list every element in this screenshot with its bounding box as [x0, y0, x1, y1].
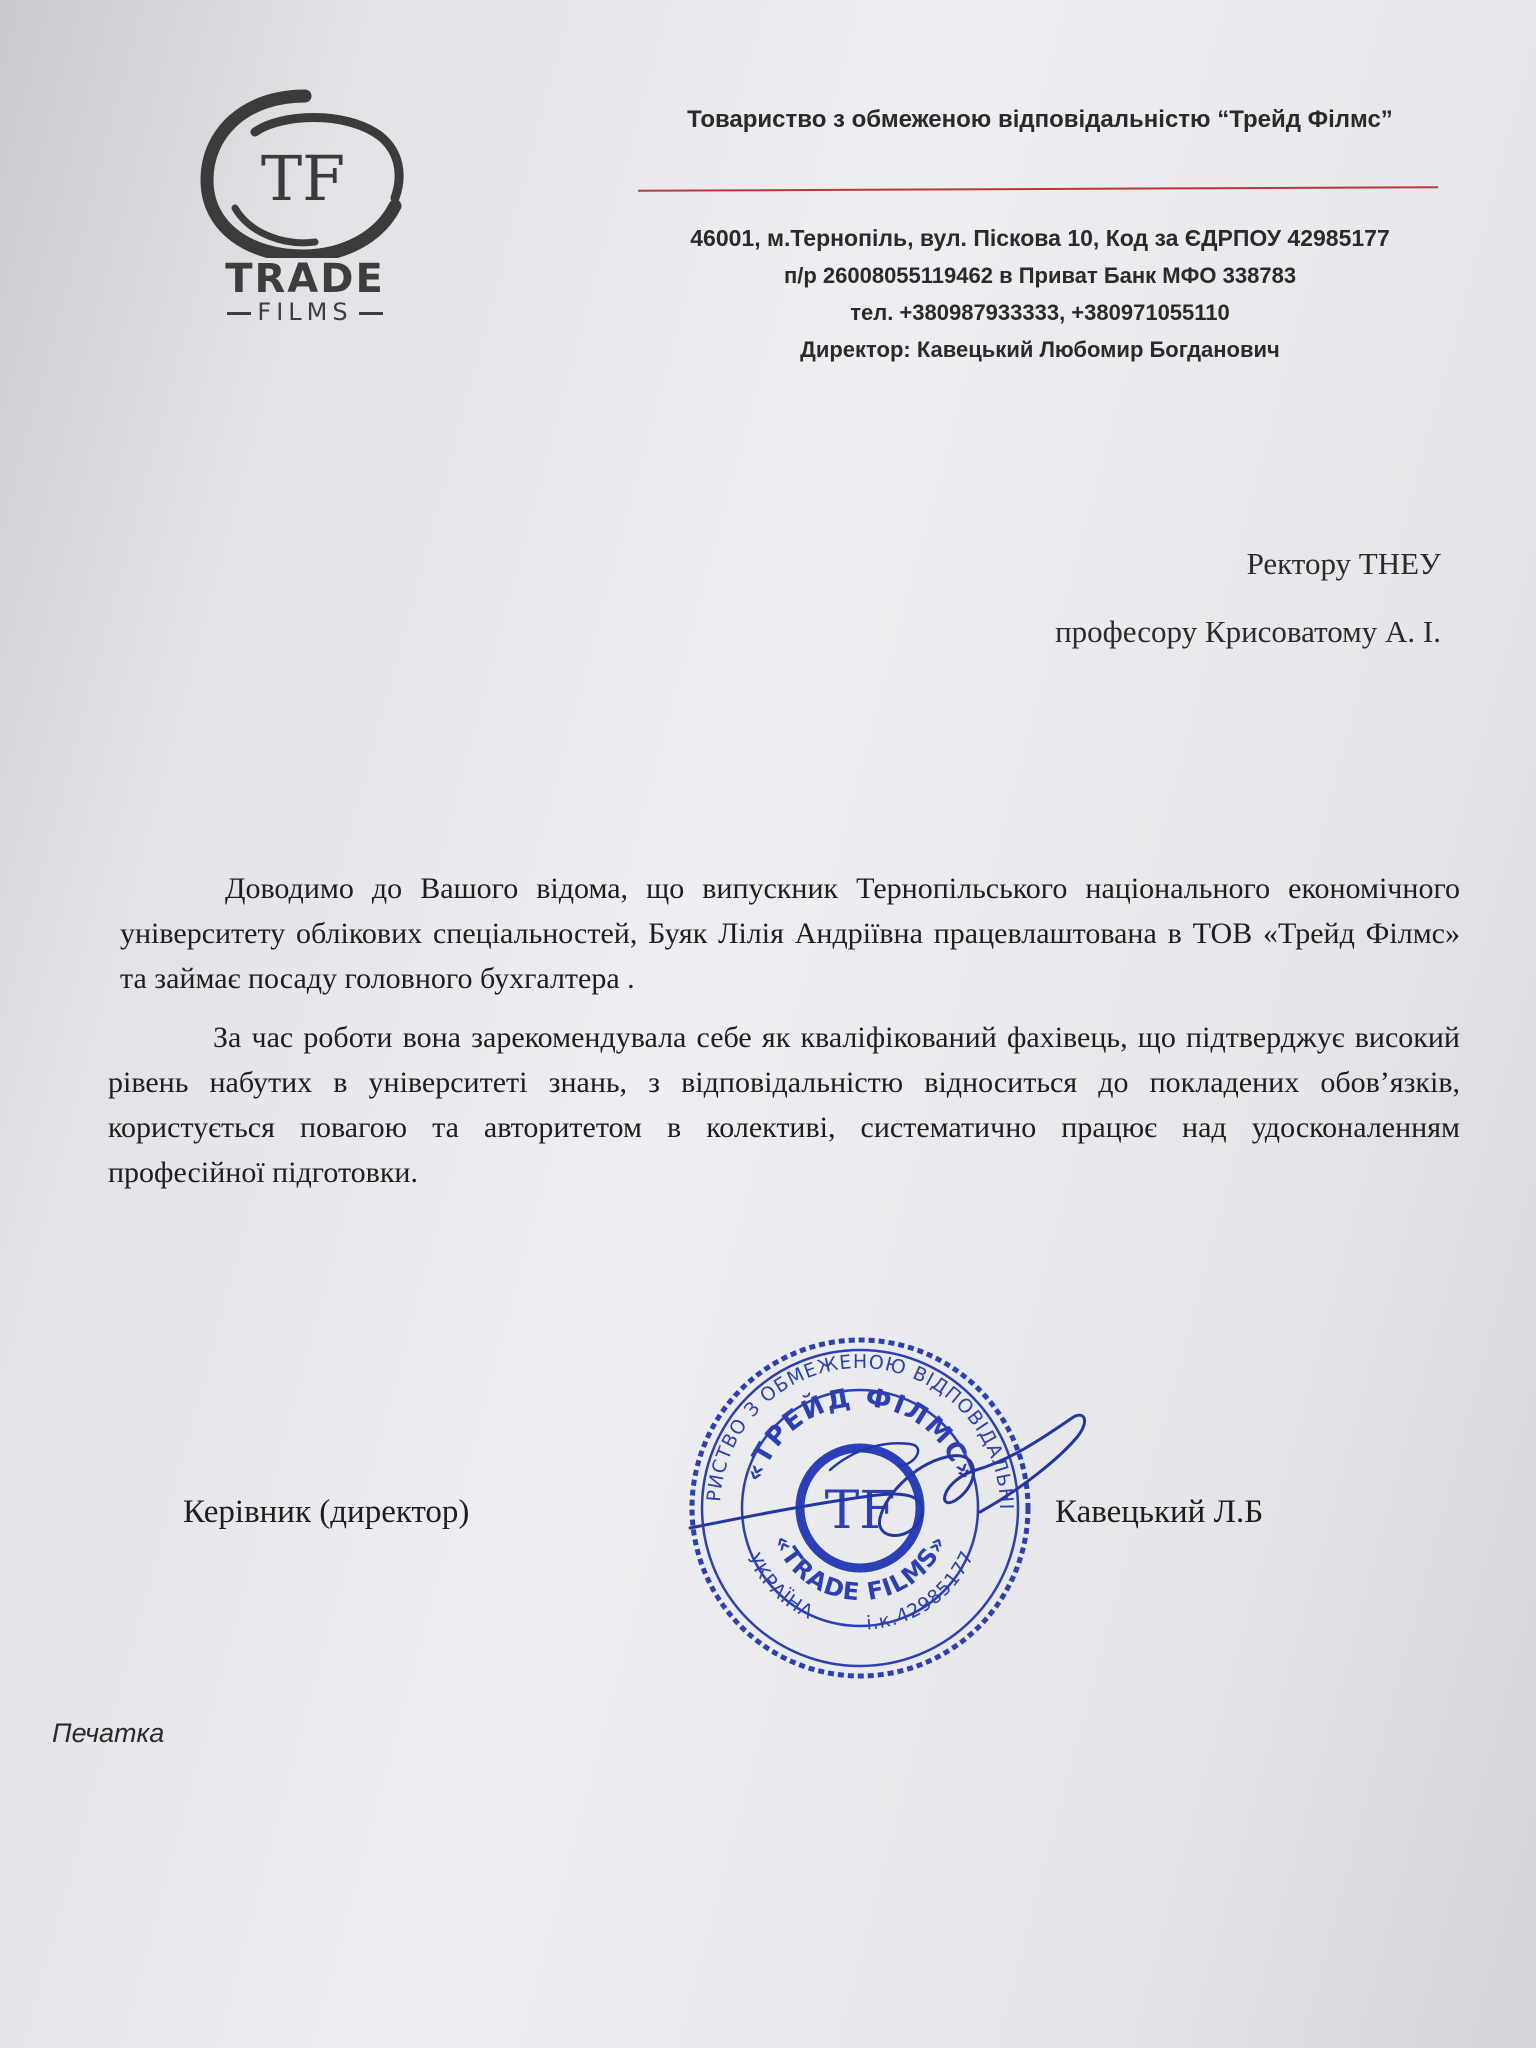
seal-label: Печатка [52, 1718, 165, 1748]
company-director: Директор: Кавецький Любомир Богданович [800, 337, 1280, 362]
signatory-name: Кавецький Л.Б [1055, 1494, 1264, 1530]
stamp-company: «ТРЕЙД ФІЛМС» [738, 1382, 982, 1486]
logo-subword: FILMS [195, 298, 415, 326]
stamp-country: УКРАЇНА [742, 1549, 818, 1624]
stamp-monogram: TF [824, 1481, 896, 1541]
tf-logo-emblem [195, 88, 415, 258]
logo-word: TRADE [225, 256, 385, 302]
company-logo [195, 88, 415, 328]
logo-monogram: TF [260, 142, 346, 215]
handwritten-signature [680, 1400, 1100, 1570]
signatory-role: Керівник (директор) [183, 1494, 470, 1530]
body-paragraph-1: Доводимо до Вашого відома, що випускник Тернопільського національного економічного університету облікових спеціальностей, Буяк Лілія Андріївна працевлаштована в ТОВ «Трейд Філмс» та займає посаду головного бухгалтера . [120, 872, 1460, 995]
letter-body [108, 866, 1460, 1209]
addressee-block [1055, 530, 1441, 666]
header-divider [638, 186, 1438, 191]
company-details [580, 220, 1500, 368]
stamp-outer-text: РИСТВО З ОБМЕЖЕНОЮ ВІДПОВІДАЛЬНІ [703, 1350, 1018, 1511]
body-paragraph-2: За час роботи вона зарекомендувала себе як кваліфікований фахівець, що підтверджує високий рівень набутих в університеті знань, з відповідальністю відноситься до покладених обов’язків, користується повагою та авторитетом в колективі, систематично працює над удосконаленням професійної підготовки. [108, 1021, 1460, 1189]
company-name: Товариство з обмеженою відповідальністю “Трейд Філмс” [687, 106, 1393, 133]
company-bank-account: п/р 26008055119462 в Приват Банк МФО 338783 [783, 263, 1297, 288]
company-phones: тел. +380987933333, +380971055110 [850, 300, 1230, 325]
stamp-code: і.к.42985177 [865, 1546, 979, 1635]
stamp-latin: «TRADE FILMS» [767, 1530, 953, 1607]
addressee-line-2: професору Крисоватому А. І. [1055, 614, 1441, 649]
addressee-line-1: Ректору ТНЕУ [1246, 546, 1441, 581]
company-address: 46001, м.Тернопіль, вул. Піскова 10, Код за ЄДРПОУ 42985177 [690, 225, 1390, 251]
